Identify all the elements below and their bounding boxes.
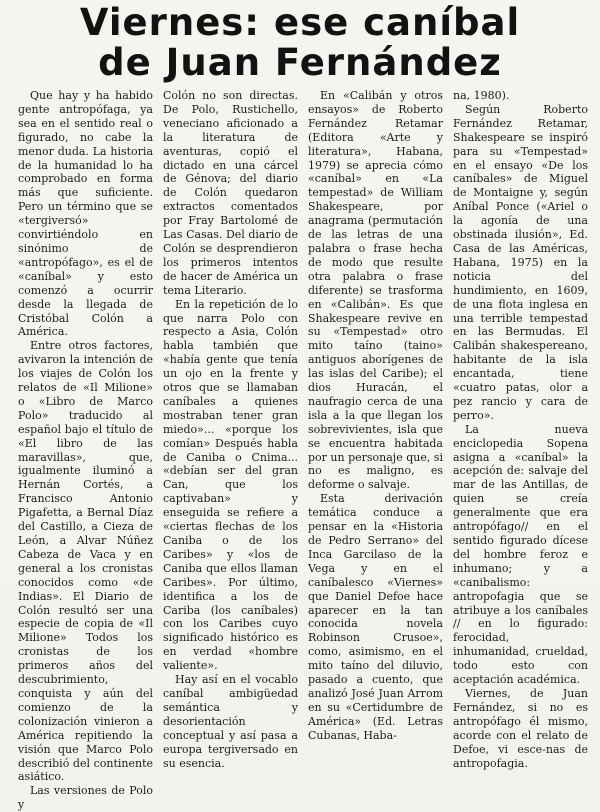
column-3-paragraph-2: Esta derivación temática conduce a pensar en la «Historia de Pedro Serrano» del Inca Garcilaso de la Vega y en el caníbalesco «Viernes» que Daniel Defoe hace aparecer en la tan conocida novela Robinson Crusoe», como, asimismo, en el mito taíno del diluvio, pasado a cuento, que analizó José Juan Arrom en su «Certidumbre de América» (Ed. Letras Cubanas, Haba- <box>308 492 443 742</box>
column-2-paragraph-2: En la repetición de lo que narra Polo con respecto a Asia, Colón habla también que «había gente que tenía un ojo en la frente y otros que se llamaban caníbales a quienes mostraban tener gran miedo»... «porque los comían» Después habla de Caniba o Cnima... «debían ser del gran Can, que los captivaban» y enseguida se refiere a «ciertas flechas de los Caniba o de los Caribes» y «los de Caniba que ellos llaman Caribes». Por último, identifica a los de Cariba (los caníbales) con los Caribes cuyo significado histórico es en verdad «hombre valiente». <box>163 297 298 673</box>
column-3 <box>308 89 444 742</box>
column-1 <box>18 89 153 812</box>
column-2-paragraph-1: Colón no son directas. De Polo, Rustichello, veneciano aficionado a la literatura de aventuras, copió el dictado en una cárcel de Génova; del diario de Colón quedaron extractos comentados por Fray Bartolomé de Las Casas. Del diario de Colón se desprendieron los primeros intentos de hacer de América un tema Literario. <box>163 89 298 297</box>
column-2-paragraph-3: Hay así en el vocablo caníbal ambigüedad semántica y desorientación conceptual y así pasa a europa tergiversado en su esencia. <box>163 673 298 770</box>
column-4-paragraph-4: Viernes, de Juan Fernández, si no es antropófago él mismo, acorde con el relato de Defoe, vi esce-nas de antropofagia. <box>453 686 588 770</box>
headline-line-2: de Juan Fernández <box>98 41 502 84</box>
column-4-paragraph-3: La nueva enciclopedia Sopena asigna a «caníbal» la acepción de: salvaje del mar de las Antillas, de quien se creía generalmente que era antropófago// en el sentido figurado dícese del hombre feroz e inhumano; y a «canibalismo: antropofagia que se atribuye a los caníbales // en lo figurado: ferocidad, inhumanidad, crueldad, todo esto con aceptación académica. <box>453 422 588 687</box>
column-4-paragraph-1: na, 1980). <box>453 89 510 102</box>
article-body <box>18 89 588 812</box>
column-2 <box>163 89 298 770</box>
column-1-paragraph-2: Entre otros factores, avivaron la intención de los viajes de Colón los relatos de «Il Milione» o «Libro de Marco Polo» traducido al español bajo el título de «El libro de las maravillas», que, igualmente iluminó a Hernán Cortés, a Francisco Antonio Pigafetta, a Bernal Díaz del Castillo, a Cieza de León, a Alvar Núñez Cabeza de Vaca y en general a los cronistas conocidos como «de Indias». El Diario de Colón resultó ser una especie de copia de «Il Milione» Todos los cronistas de los primeros años del descubrimiento, conquista y aún del comienzo de la colonización vinieron a América repitiendo la visión que Marco Polo describió del continente asiático. <box>18 339 153 784</box>
column-3-paragraph-1: En «Calibán y otros ensayos» de Roberto Fernández Retamar (Editora «Arte y literatura», Habana, 1979) se aprecia cómo «caníbal» en «La tempestad» de William Shakespeare, por anagrama (permutación de las letras de una palabra o frase hecha de modo que resulte otra palabra o frase diferente) se trasforma en «Calibán». Es que Shakespeare revive en su «Tempestad» otro mito taíno (taino» antiguos aborígenes de las islas del Caribe); el dios Huracán, el naufragio cerca de una isla a la que llegan los sobrevivientes, isla que se encuentra habitada por un personaje que, si no es maligno, es deforme o salvaje. <box>308 89 444 492</box>
column-1-paragraph-1: Que hay y ha habido gente antropófaga, ya sea en el sentido real o figurado, no cabe la menor duda. La historia de la humanidad lo ha comprobado en forma más que suficiente. Pero un término que se «tergiversó» convirtiéndolo en sinónimo de «antropófago», es el de «caníbal» y esto comenzó a ocurrir desde la llegada de Cristóbal Colón a América. <box>18 89 153 339</box>
column-1-paragraph-3: Las versiones de Polo y <box>18 784 153 812</box>
headline <box>0 0 600 88</box>
column-4 <box>453 89 588 770</box>
headline-line-1: Viernes: ese caníbal <box>79 1 521 44</box>
column-4-paragraph-2: Según Roberto Fernández Retamar, Shakespeare se inspiró para su «Tempestad» en el ensayo «De los caníbales» de Miguel de Montaigne y, según Aníbal Ponce («Ariel o la agonía de una obstinada ilusión», Ed. Casa de las Américas, Habana, 1975) en la noticia del hundimiento, en 1609, de una flota inglesa en una terrible tempestad en las Bermudas. El Calibán shakespereano, habitante de la isla encantada, tiene «cuatro patas, olor a pez rancio y cara de perro». <box>453 102 588 422</box>
